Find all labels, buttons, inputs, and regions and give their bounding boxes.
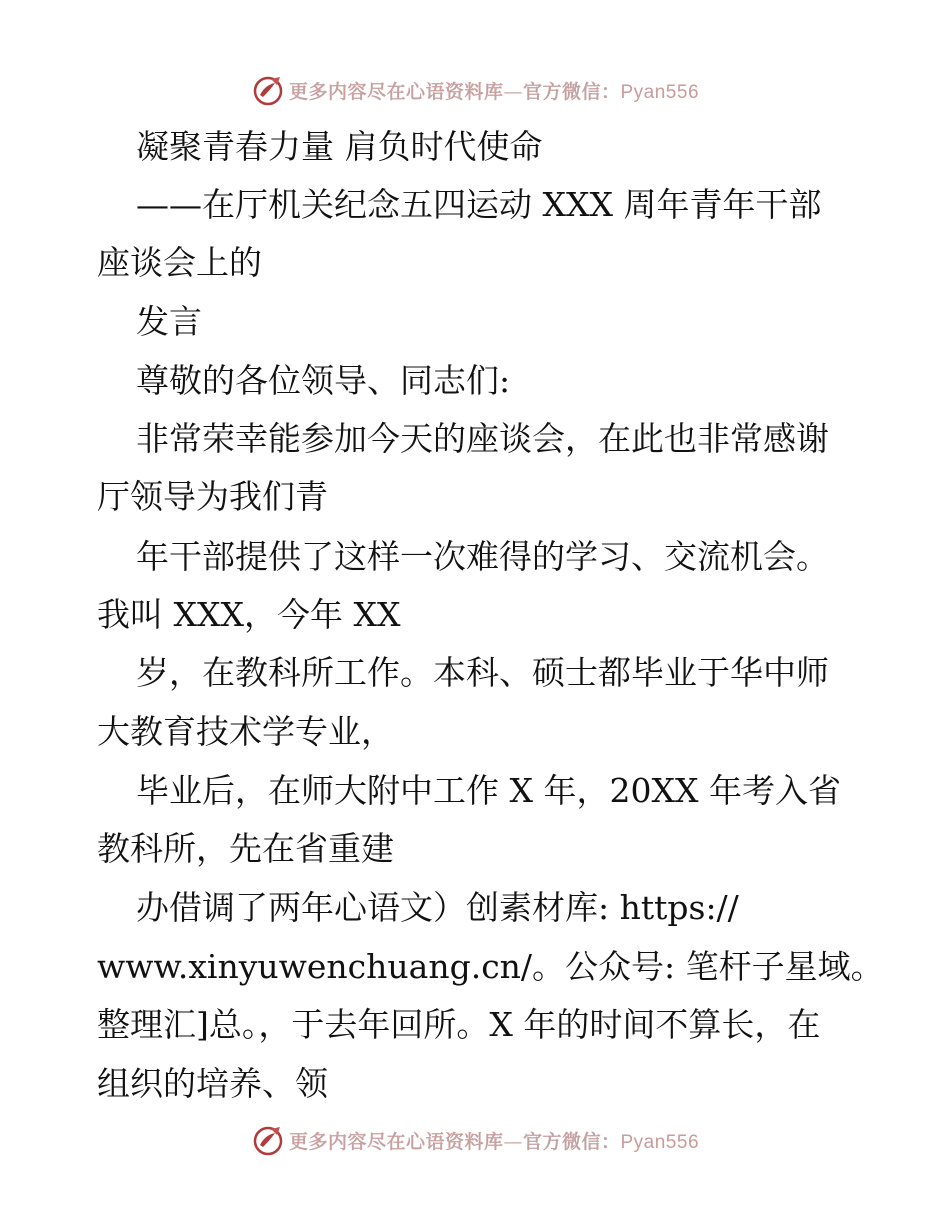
header-banner-wechat-label: 官方微信： — [522, 80, 621, 103]
document-paragraph-line: 岁，在教科所工作。本科、硕士都毕业于华中师 — [136, 653, 829, 692]
document-paragraph-line: www.xinyuwenchuang.cn/。公众号: 笔杆子星域。 — [97, 947, 884, 986]
brand-logo-icon — [251, 1123, 285, 1157]
document-subtitle-line-1: ——在厅机关纪念五四运动 XXX 周年青年干部 — [136, 185, 822, 224]
document-paragraph-line: 非常荣幸能参加今天的座谈会，在此也非常感谢 — [136, 419, 829, 458]
document-paragraph-line: 毕业后，在师大附中工作 X 年，20XX 年考入省 — [136, 771, 841, 810]
document-salutation: 尊敬的各位领导、同志们: — [136, 361, 511, 400]
footer-banner-wechat-id: Pyan556 — [620, 1131, 700, 1153]
document-paragraph-line: 厅领导为我们青 — [97, 477, 328, 516]
document-paragraph-line: 办借调了两年心语文）创素材库: https:// — [136, 888, 739, 927]
document-subtitle-line-2: 座谈会上的 — [97, 243, 262, 282]
document-paragraph-line: 整理汇]总。，于去年回所。X 年的时间不算长，在 — [97, 1005, 821, 1044]
document-paragraph-line: 教科所，先在省重建 — [97, 829, 394, 868]
document-paragraph-line: 我叫 XXX，今年 XX — [97, 595, 401, 634]
document-paragraph-line: 大教育技术学专业， — [97, 712, 394, 751]
document-paragraph-line: 组织的培养、领 — [97, 1064, 328, 1103]
footer-banner — [0, 1120, 950, 1160]
header-banner-text — [289, 77, 699, 104]
document-paragraph-line: 年干部提供了这样一次难得的学习、交流机会。 — [136, 537, 829, 576]
header-banner-slogan: 更多内容尽在心语资料库 — [288, 80, 504, 103]
footer-banner-slogan: 更多内容尽在心语资料库 — [288, 1130, 504, 1153]
footer-banner-separator: — — [503, 1130, 523, 1153]
header-banner — [0, 70, 950, 110]
header-banner-wechat-id: Pyan556 — [620, 81, 700, 103]
footer-banner-text — [289, 1127, 699, 1154]
document-title: 凝聚青春力量 肩负时代使命 — [136, 127, 543, 166]
brand-logo-icon — [251, 73, 285, 107]
footer-banner-wechat-label: 官方微信： — [522, 1130, 621, 1153]
header-banner-separator: — — [503, 80, 523, 103]
document-subtitle-line-3: 发言 — [136, 302, 202, 341]
